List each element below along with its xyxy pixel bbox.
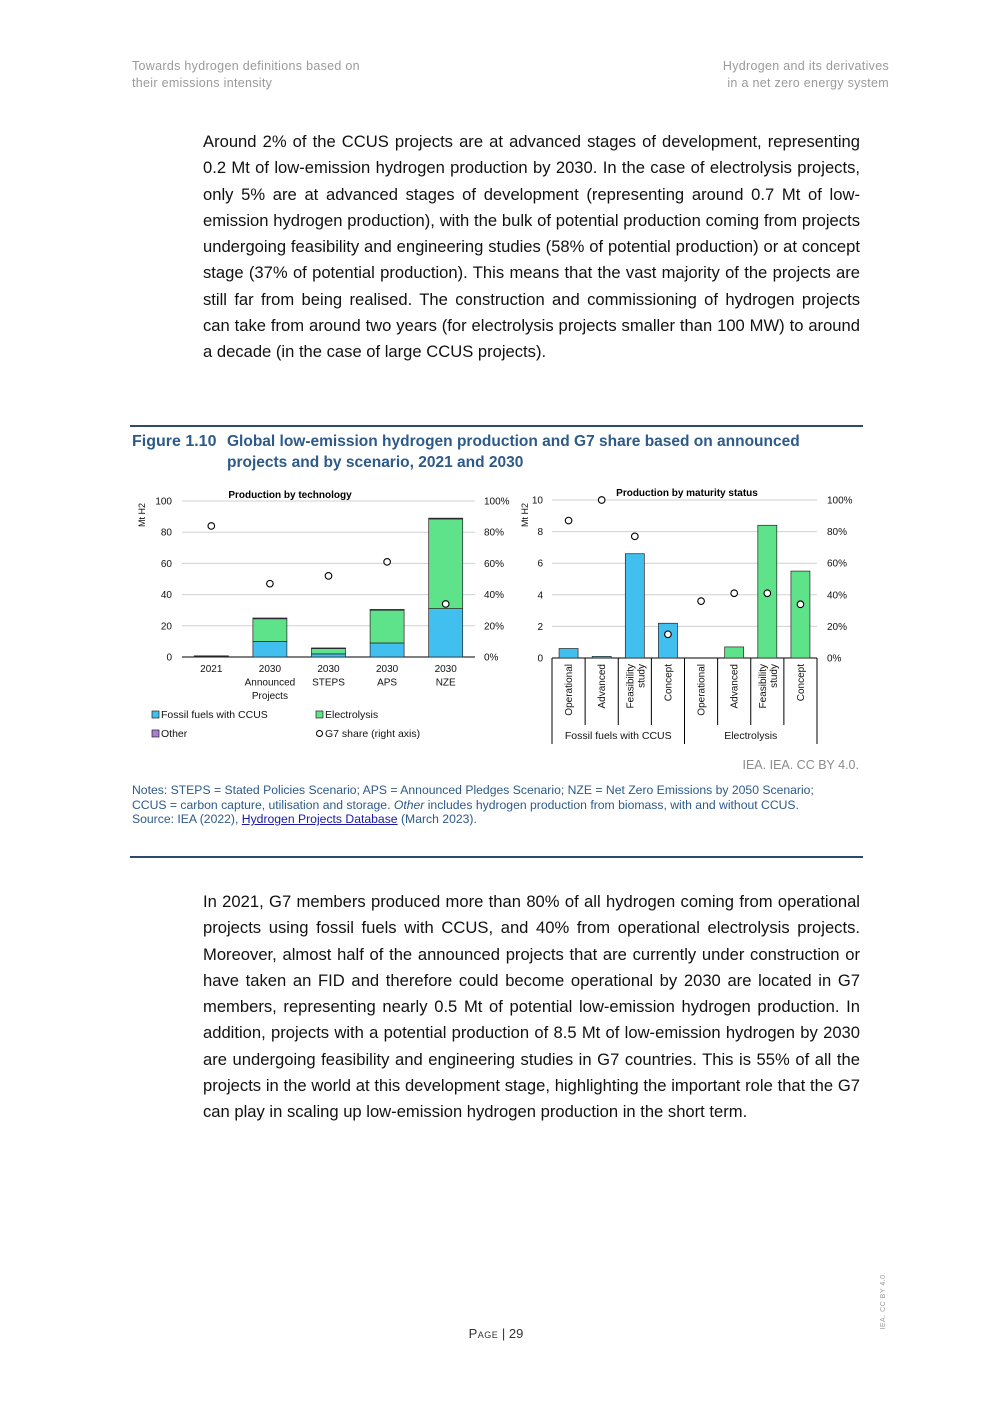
y-tick-label: 4 bbox=[537, 590, 543, 602]
y2-tick-label: 0% bbox=[827, 653, 842, 665]
bar-segment bbox=[429, 609, 463, 657]
bar bbox=[592, 656, 611, 658]
x-tick-label: 2030 STEPS bbox=[312, 664, 345, 689]
notes-line: Notes: STEPS = Stated Policies Scenario; APS = Announced Pledges Scenario; NZE = Net Zero Emissions by 2050 Scenario; CCUS = carbon capture, utilisation and storage. bbox=[132, 783, 814, 812]
x-tick-label: 2030 Announced Projects bbox=[244, 664, 296, 702]
g7-share-marker bbox=[698, 598, 705, 605]
bar-segment bbox=[253, 618, 287, 619]
y-tick-label: 100 bbox=[155, 496, 172, 508]
bar-segment bbox=[253, 641, 287, 657]
y-axis-label: Mt H2 bbox=[520, 502, 530, 528]
chart-title: Production by technology bbox=[228, 490, 352, 501]
y2-tick-label: 80% bbox=[484, 527, 505, 539]
y2-tick-label: 60% bbox=[484, 558, 505, 570]
y2-tick-label: 100% bbox=[484, 496, 510, 508]
legend-marker bbox=[317, 731, 323, 737]
bar-segment bbox=[194, 656, 228, 657]
notes-other-rest: includes hydrogen production from biomass, with and without CCUS. bbox=[427, 797, 799, 812]
bar-segment bbox=[429, 519, 463, 609]
y2-tick-label: 60% bbox=[827, 558, 848, 570]
figure-title: Global low-emission hydrogen production and G7 share based on announced projects and by scenario, 2021 and 2030 bbox=[227, 433, 800, 471]
x-tick-label: 2030 NZE bbox=[434, 664, 457, 689]
source-prefix: Source: IEA (2022), bbox=[132, 812, 239, 826]
body-paragraph-2: In 2021, G7 members produced more than 80% of all hydrogen coming from operational projects using fossil fuels with CCUS, and 40% from operational electrolysis projects. Moreover, almost half of the announced projects that are currently under construction or have taken an FID and therefore could become operational by 2030 are located in G7 members, representing nearly 0.5 Mt of potential low-emission hydrogen production. In addition, projects with a potential production of 8.5 Mt of low-emission hydrogen by 2030 are undergoing feasibility and engineering studies in G7 countries. This is 55% of all the projects in the world at this development stage, highlighting the important role that the G7 can play in scaling up low-emission hydrogen production in the short term. bbox=[203, 892, 860, 1122]
y-tick-label: 2 bbox=[537, 621, 543, 633]
source-line bbox=[132, 812, 842, 827]
side-watermark: IEA. CC BY 4.0. bbox=[880, 1272, 887, 1330]
legend-swatch bbox=[152, 730, 159, 737]
y2-tick-label: 80% bbox=[827, 527, 848, 539]
y2-tick-label: 100% bbox=[827, 495, 853, 507]
legend-swatch bbox=[152, 711, 159, 718]
page-footer: Page | 29 bbox=[468, 1326, 524, 1341]
legend-label: Fossil fuels with CCUS bbox=[161, 709, 268, 721]
g7-share-marker bbox=[665, 631, 672, 638]
header-left-line1: Towards hydrogen definitions based on bbox=[132, 59, 360, 73]
bar-segment bbox=[370, 643, 404, 657]
g7-share-marker bbox=[267, 580, 274, 587]
y2-tick-label: 20% bbox=[827, 621, 848, 633]
g7-share-marker bbox=[598, 497, 605, 504]
header-left-line2: their emissions intensity bbox=[132, 76, 273, 90]
y-tick-label: 8 bbox=[537, 527, 543, 539]
g7-share-marker bbox=[797, 601, 804, 608]
x-tick-label: Advanced bbox=[597, 664, 609, 709]
bar-segment bbox=[429, 518, 463, 519]
y-tick-label: 80 bbox=[160, 527, 172, 539]
bar-segment bbox=[370, 610, 404, 643]
notes-text bbox=[132, 783, 842, 812]
x-tick-label: Concept bbox=[795, 664, 807, 702]
x-tick-label: 2021 bbox=[200, 664, 223, 675]
bar-segment bbox=[253, 619, 287, 642]
y-tick-label: 10 bbox=[531, 495, 543, 507]
bar-segment bbox=[312, 648, 346, 649]
bar-segment bbox=[312, 648, 346, 653]
chart-title: Production by maturity status bbox=[616, 488, 758, 499]
x-tick-label: Feasibilitystudy bbox=[625, 664, 648, 709]
figure-credit: IEA. IEA. CC BY 4.0. bbox=[742, 758, 859, 772]
bar bbox=[559, 649, 578, 658]
bar-segment bbox=[312, 654, 346, 657]
g7-share-marker bbox=[442, 601, 449, 608]
figure-charts bbox=[130, 482, 862, 748]
g7-share-marker bbox=[208, 523, 215, 530]
figure-label: Figure 1.10 bbox=[132, 433, 217, 450]
y2-tick-label: 20% bbox=[484, 621, 505, 633]
header-left bbox=[132, 58, 360, 92]
x-tick-label: 2030 APS bbox=[375, 664, 399, 689]
x-tick-label: Operational bbox=[696, 664, 708, 716]
page-word: Page bbox=[468, 1326, 499, 1341]
legend-label: Electrolysis bbox=[325, 709, 379, 721]
body-paragraph-1: Around 2% of the CCUS projects are at advanced stages of development, representing 0.2 Mt of low-emission hydrogen production by 2030. In the case of electrolysis projects, only 5% are at advanced stages of development (representing around 0.7 Mt of low-emission hydrogen production), with the bulk of potential production coming from projects undergoing feasibility and engineering studies (58% of potential production) or at concept stage (37% of potential production). This means that the vast majority of the projects are still far from being realised. The construction and commissioning of hydrogen projects can take from around two years (for electrolysis projects smaller than 100 MW) to around a decade (in the case of large CCUS projects). bbox=[203, 132, 860, 362]
page-number: 29 bbox=[508, 1326, 524, 1341]
x-tick-label: Advanced bbox=[729, 664, 741, 709]
legend-swatch bbox=[316, 711, 323, 718]
figure-bottom-rule bbox=[130, 856, 863, 858]
g7-share-marker bbox=[764, 590, 771, 597]
y-tick-label: 0 bbox=[166, 652, 172, 664]
bar-segment bbox=[370, 609, 404, 610]
legend-label: G7 share (right axis) bbox=[325, 728, 421, 740]
y-axis-label: Mt H2 bbox=[137, 502, 147, 528]
x-tick-label: Feasibilitystudy bbox=[757, 664, 780, 709]
g7-share-marker bbox=[384, 559, 391, 566]
y2-tick-label: 40% bbox=[827, 590, 848, 602]
group-label: Electrolysis bbox=[724, 730, 778, 742]
legend-label: Other bbox=[161, 728, 188, 740]
source-link[interactable]: Hydrogen Projects Database bbox=[241, 812, 398, 826]
header-right-line2: in a net zero energy system bbox=[727, 76, 889, 90]
bar bbox=[625, 554, 644, 658]
source-suffix: (March 2023). bbox=[400, 812, 477, 826]
x-tick-label: Concept bbox=[663, 664, 675, 702]
y-tick-label: 40 bbox=[160, 590, 172, 602]
figure-top-rule bbox=[130, 425, 863, 427]
y2-tick-label: 0% bbox=[484, 652, 499, 664]
bar bbox=[791, 571, 810, 658]
bar bbox=[658, 623, 677, 658]
notes-other-word: Other bbox=[393, 797, 425, 812]
g7-share-marker bbox=[325, 573, 332, 580]
header-right-line1: Hydrogen and its derivatives bbox=[722, 59, 889, 73]
bar bbox=[725, 647, 744, 658]
figure-notes bbox=[132, 783, 842, 827]
header-right bbox=[723, 58, 889, 92]
y-tick-label: 0 bbox=[537, 653, 543, 665]
group-label: Fossil fuels with CCUS bbox=[564, 730, 672, 742]
g7-share-marker bbox=[565, 517, 572, 524]
y2-tick-label: 40% bbox=[484, 590, 505, 602]
y-tick-label: 60 bbox=[160, 558, 172, 570]
g7-share-marker bbox=[632, 533, 639, 540]
y-tick-label: 6 bbox=[537, 558, 543, 570]
x-tick-label: Operational bbox=[564, 664, 576, 716]
y-tick-label: 20 bbox=[160, 621, 172, 633]
g7-share-marker bbox=[731, 590, 738, 597]
